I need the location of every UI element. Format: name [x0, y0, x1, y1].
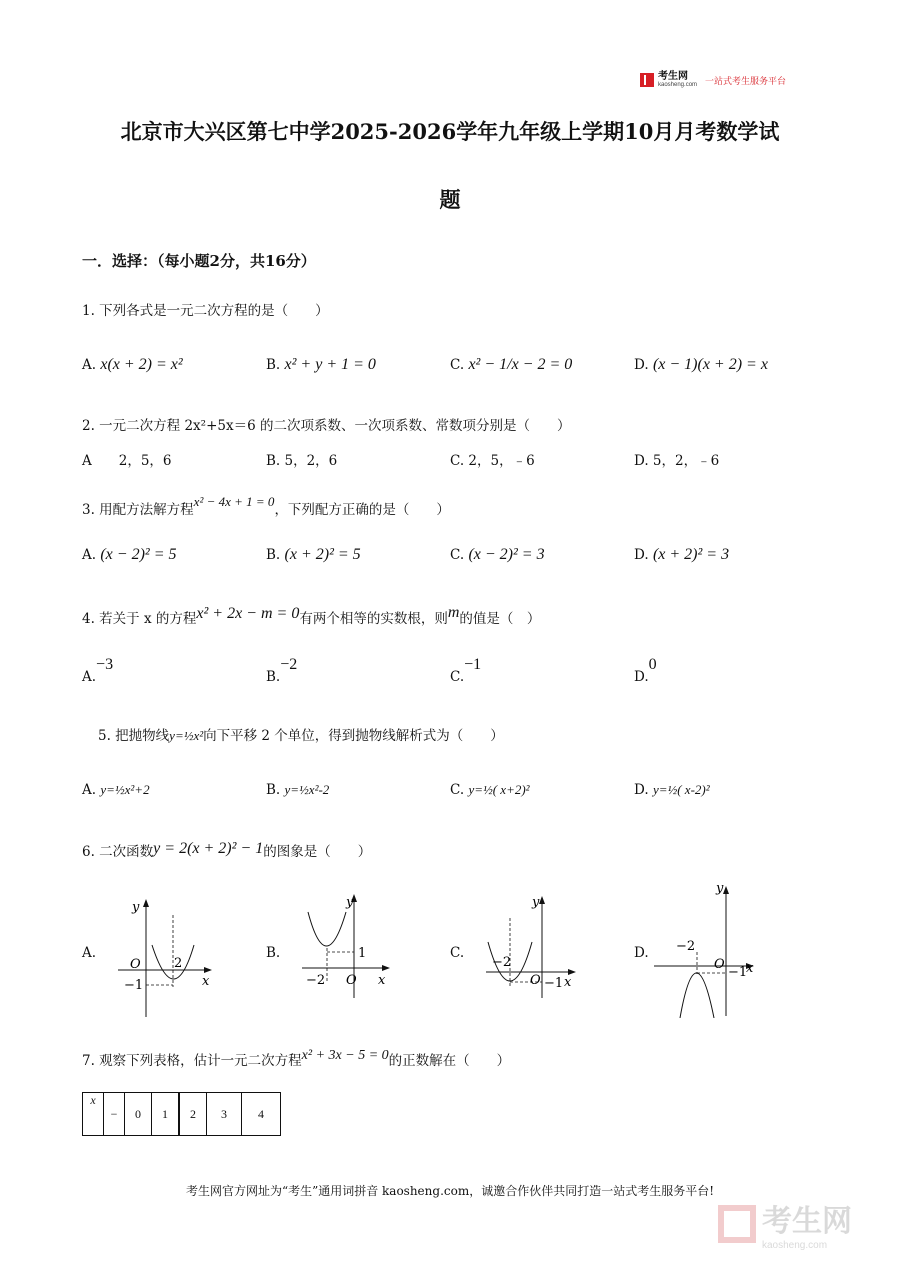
- q1-option-b: [266, 356, 376, 374]
- y-axis-arrow: [723, 886, 729, 894]
- q7-table: [82, 1092, 281, 1136]
- origin-label: O: [130, 957, 141, 972]
- math-expr: −1: [464, 656, 482, 673]
- q2-stem: 2. 一元二次方程 2x²+5x＝6 的二次项系数、一次项系数、常数项分别是（ ）: [82, 418, 571, 434]
- logo-slogan: 一站式考生服务平台: [705, 75, 787, 86]
- x-label: x: [564, 975, 572, 990]
- math-expr: y=½( x-2)²: [652, 782, 710, 797]
- graph-b: [296, 890, 396, 1000]
- table-cell: x: [83, 1093, 104, 1136]
- math-expr: (x − 2)² = 5: [100, 546, 177, 563]
- math-expr: y=½x²: [169, 728, 204, 743]
- watermark-text: 考生网: [762, 1205, 852, 1238]
- origin-label: O: [714, 957, 725, 972]
- tick-label: −1: [544, 976, 564, 991]
- stem-text: ，下列配方正确的是（ ）: [274, 502, 450, 518]
- table-cell: −: [104, 1093, 125, 1136]
- math-expr: (x + 2)² = 3: [652, 546, 730, 563]
- tick-label: 1: [358, 946, 367, 961]
- stem-text: 的值是（ ）: [459, 611, 541, 627]
- math-expr: (x + 2)² = 5: [284, 546, 361, 563]
- option-label: D.: [634, 547, 649, 563]
- option-label: B.: [266, 669, 281, 685]
- q6-option-a: A.: [82, 945, 97, 961]
- stem-text: 的图象是（ ）: [263, 844, 372, 860]
- header-logo: [640, 72, 786, 88]
- math-expr: 0: [648, 656, 657, 673]
- q4-option-b: [266, 656, 297, 685]
- q7-stem: [82, 1048, 510, 1069]
- math-expr: y=½( x+2)²: [468, 782, 530, 797]
- table-cell: 1: [152, 1093, 180, 1136]
- q3-option-a: [82, 546, 177, 564]
- tick-label: −2: [492, 955, 512, 970]
- q5-option-a: [82, 782, 150, 798]
- math-expr: y = 2(x + 2)² − 1: [153, 840, 264, 857]
- y-label: y: [716, 881, 724, 896]
- logo-brand: 考生网: [658, 71, 688, 82]
- q2-option-d: D. 5，2，﹣6: [634, 453, 720, 469]
- stem-text: 有两个相等的实数根，则: [299, 611, 448, 627]
- footer-text: 考生网官方网址为“考生”通用词拼音 kaosheng.com，诚邀合作伙伴共同打造一站式考生服务平台!: [185, 1184, 715, 1198]
- stem-text: 的正数解在（ ）: [388, 1053, 511, 1069]
- page-title-line1: 北京市大兴区第七中学2025-2026学年九年级上学期10月月考数学试: [120, 119, 780, 144]
- q6-stem: [82, 840, 371, 860]
- q3-option-b: [266, 546, 361, 564]
- tick-label: −1: [124, 978, 144, 993]
- stem-text: 6. 二次函数: [82, 844, 154, 860]
- q4-stem: [82, 604, 540, 627]
- q4-option-d: [634, 656, 657, 685]
- stem-text: 7. 观察下列表格，估计一元二次方程: [82, 1053, 302, 1069]
- x-axis-arrow: [204, 967, 212, 973]
- x-axis-arrow: [382, 965, 390, 971]
- option-label: C.: [450, 547, 465, 563]
- q6-option-b: B.: [266, 945, 281, 961]
- math-expr: (x − 2)² = 3: [468, 546, 545, 563]
- q5-stem: [98, 724, 504, 744]
- tick-label: −1: [728, 965, 748, 980]
- q3-option-c: [450, 546, 545, 564]
- q4-option-a: [82, 656, 113, 685]
- table-row: [83, 1093, 281, 1136]
- section-heading: 一．选择：（每小题2分，共16分）: [82, 252, 316, 270]
- math-expr: −3: [96, 656, 114, 673]
- option-label: B.: [266, 782, 281, 798]
- table-cell: 2: [179, 1093, 207, 1136]
- q1-stem: 1. 下列各式是一元二次方程的是（ ）: [82, 303, 329, 319]
- q5-option-b: [266, 782, 329, 798]
- q6-option-c: C.: [450, 945, 465, 961]
- q5-option-d: [634, 782, 710, 798]
- graph-d: [650, 878, 760, 1018]
- stem-text: 4. 若关于 x 的方程: [82, 611, 197, 627]
- x-label: x: [202, 974, 210, 989]
- math-expr: x² + y + 1 = 0: [284, 356, 376, 373]
- math-var: m: [447, 604, 460, 621]
- q2-option-a: A 2，5，6: [82, 453, 172, 469]
- y-axis-arrow: [143, 899, 149, 907]
- watermark-url: kaosheng.com: [762, 1240, 828, 1251]
- option-label: C.: [450, 669, 465, 685]
- math-expr: x² − 1/x − 2 = 0: [468, 356, 573, 373]
- math-expr: x² − 4x + 1 = 0: [193, 494, 275, 509]
- table-cell: 0: [125, 1093, 152, 1136]
- x-label: x: [378, 973, 386, 988]
- stem-text: 5. 把抛物线: [98, 728, 170, 744]
- table-cell: 4: [242, 1093, 281, 1136]
- graph-c: [480, 890, 580, 1000]
- option-label: A.: [82, 357, 97, 373]
- origin-label: O: [346, 973, 357, 988]
- logo-icon: [640, 73, 654, 87]
- q2-option-c: C. 2，5，﹣6: [450, 453, 535, 469]
- tick-label: −2: [306, 973, 326, 988]
- q1-option-a: [82, 356, 183, 374]
- parabola: [308, 912, 346, 946]
- tick-label: −2: [676, 939, 696, 954]
- option-label: A.: [82, 782, 97, 798]
- q3-stem: [82, 494, 450, 518]
- math-expr: y=½x²+2: [100, 782, 150, 797]
- q2-option-b: B. 5，2，6: [266, 453, 338, 469]
- option-label: D.: [634, 669, 649, 685]
- stem-text: 向下平移 2 个单位，得到抛物线解析式为（ ）: [203, 728, 504, 744]
- option-label: C.: [450, 357, 465, 373]
- q4-option-c: [450, 656, 481, 685]
- option-label: C.: [450, 782, 465, 798]
- q3-option-d: [634, 546, 729, 564]
- math-expr: x² + 2x − m = 0: [196, 605, 300, 622]
- y-axis-arrow: [539, 896, 545, 904]
- watermark: [718, 1196, 852, 1251]
- math-expr: y=½x²-2: [284, 782, 330, 797]
- q6-option-d: D.: [634, 945, 649, 961]
- tick-label: 2: [174, 956, 183, 971]
- origin-label: O: [530, 973, 541, 988]
- q1-option-d: [634, 356, 768, 374]
- option-label: A.: [82, 669, 97, 685]
- table-cell: 3: [207, 1093, 242, 1136]
- math-expr: x(x + 2) = x²: [100, 356, 183, 373]
- page-title-line2: 题: [439, 187, 461, 212]
- logo-brand-sub: kaosheng.com: [658, 82, 698, 88]
- q1-option-c: [450, 356, 572, 374]
- y-label: y: [132, 900, 140, 915]
- q5-option-c: [450, 782, 530, 798]
- stem-text: 3. 用配方法解方程: [82, 502, 194, 518]
- option-label: D.: [634, 357, 649, 373]
- math-expr: x² + 3x − 5 = 0: [301, 1048, 389, 1063]
- option-label: A.: [82, 547, 97, 563]
- option-label: B.: [266, 547, 281, 563]
- y-label: y: [346, 895, 354, 910]
- watermark-logo-icon: [718, 1205, 756, 1243]
- option-label: D.: [634, 782, 649, 798]
- option-label: B.: [266, 357, 281, 373]
- x-label: x: [746, 961, 754, 976]
- parabola: [680, 973, 714, 1018]
- math-expr: (x − 1)(x + 2) = x: [652, 356, 768, 373]
- math-expr: −2: [280, 656, 298, 673]
- y-label: y: [532, 895, 540, 910]
- graph-a: [112, 895, 212, 1020]
